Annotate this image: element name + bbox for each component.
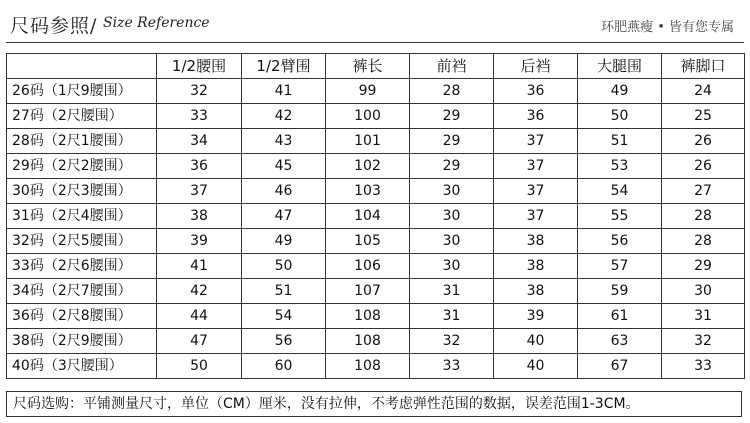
leg-opening-cell: 33 [662,354,745,379]
thigh-cell: 55 [578,204,662,229]
size-cell: 31码（2尺4腰围） [7,204,157,229]
front-rise-cell: 31 [410,279,494,304]
size-cell: 29码（2尺2腰围） [7,154,157,179]
table-row [7,154,745,179]
leg-opening-cell: 31 [662,304,745,329]
front-rise-cell: 29 [410,104,494,129]
size-table [6,53,745,379]
table-row [7,304,745,329]
size-cell: 32码（2尺5腰围） [7,229,157,254]
table-row [7,79,745,104]
header-cell-pants-length: 裤长 [326,54,410,79]
header-cell-half-waist: 1/2腰围 [157,54,242,79]
thigh-cell: 56 [578,229,662,254]
back-rise-cell: 38 [494,229,578,254]
pants-length-cell: 108 [326,304,410,329]
front-rise-cell: 33 [410,354,494,379]
leg-opening-cell: 24 [662,79,745,104]
thigh-cell: 61 [578,304,662,329]
front-rise-cell: 30 [410,204,494,229]
table-body [7,79,745,379]
pants-length-cell: 102 [326,154,410,179]
title-chinese: 尺码参照 [10,15,91,37]
table-row [7,279,745,304]
pants-length-cell: 104 [326,204,410,229]
pants-length-cell: 108 [326,329,410,354]
half-arm-cell: 46 [242,179,326,204]
size-cell: 36码（2尺8腰围） [7,304,157,329]
table-row [7,354,745,379]
header-divider [6,42,744,43]
pants-length-cell: 99 [326,79,410,104]
leg-opening-cell: 26 [662,154,745,179]
thigh-cell: 49 [578,79,662,104]
half-waist-cell: 50 [157,354,242,379]
half-waist-cell: 32 [157,79,242,104]
table-row [7,229,745,254]
thigh-cell: 67 [578,354,662,379]
thigh-cell: 51 [578,129,662,154]
header-cell-back-rise: 后裆 [494,54,578,79]
size-cell: 28码（2尺1腰围） [7,129,157,154]
thigh-cell: 57 [578,254,662,279]
back-rise-cell: 37 [494,154,578,179]
back-rise-cell: 40 [494,329,578,354]
half-arm-cell: 45 [242,154,326,179]
thigh-cell: 54 [578,179,662,204]
thigh-cell: 59 [578,279,662,304]
half-arm-cell: 54 [242,304,326,329]
half-waist-cell: 42 [157,279,242,304]
pants-length-cell: 108 [326,354,410,379]
table-row [7,254,745,279]
back-rise-cell: 37 [494,179,578,204]
size-cell: 30码（2尺3腰围） [7,179,157,204]
header-cell-front-rise: 前裆 [410,54,494,79]
half-waist-cell: 37 [157,179,242,204]
half-arm-cell: 60 [242,354,326,379]
brand-slogan: 环肥燕瘦 • 皆有您专属 [601,20,734,35]
back-rise-cell: 39 [494,304,578,329]
half-arm-cell: 51 [242,279,326,304]
size-cell: 34码（2尺7腰围） [7,279,157,304]
back-rise-cell: 38 [494,254,578,279]
front-rise-cell: 29 [410,154,494,179]
header-cell-size [7,54,157,79]
half-arm-cell: 42 [242,104,326,129]
table-row [7,329,745,354]
size-cell: 26码（1尺9腰围） [7,79,157,104]
front-rise-cell: 30 [410,179,494,204]
half-arm-cell: 50 [242,254,326,279]
leg-opening-cell: 28 [662,229,745,254]
size-cell: 38码（2尺9腰围） [7,329,157,354]
half-waist-cell: 34 [157,129,242,154]
half-arm-cell: 43 [242,129,326,154]
size-cell: 40码（3尺腰围） [7,354,157,379]
leg-opening-cell: 30 [662,279,745,304]
pants-length-cell: 107 [326,279,410,304]
header-cell-leg-opening: 裤脚口 [662,54,745,79]
pants-length-cell: 101 [326,129,410,154]
leg-opening-cell: 29 [662,254,745,279]
back-rise-cell: 38 [494,279,578,304]
front-rise-cell: 29 [410,129,494,154]
table-row [7,204,745,229]
title-separator: / [90,15,98,37]
table-row [7,179,745,204]
header-cell-half-arm: 1/2臂围 [242,54,326,79]
front-rise-cell: 30 [410,229,494,254]
front-rise-cell: 31 [410,304,494,329]
half-waist-cell: 33 [157,104,242,129]
pants-length-cell: 100 [326,104,410,129]
front-rise-cell: 32 [410,329,494,354]
pants-length-cell: 103 [326,179,410,204]
pants-length-cell: 106 [326,254,410,279]
half-waist-cell: 47 [157,329,242,354]
half-waist-cell: 36 [157,154,242,179]
thigh-cell: 53 [578,154,662,179]
table-row [7,104,745,129]
back-rise-cell: 37 [494,129,578,154]
size-cell: 33码（2尺6腰围） [7,254,157,279]
half-arm-cell: 41 [242,79,326,104]
half-arm-cell: 49 [242,229,326,254]
half-waist-cell: 44 [157,304,242,329]
back-rise-cell: 37 [494,204,578,229]
front-rise-cell: 30 [410,254,494,279]
table-row [7,129,745,154]
half-waist-cell: 41 [157,254,242,279]
header-cell-thigh: 大腿围 [578,54,662,79]
title-english: Size Reference [103,15,210,31]
half-arm-cell: 47 [242,204,326,229]
page-title [10,11,97,38]
front-rise-cell: 28 [410,79,494,104]
half-waist-cell: 39 [157,229,242,254]
leg-opening-cell: 28 [662,204,745,229]
pants-length-cell: 105 [326,229,410,254]
size-cell: 27码（2尺腰围） [7,104,157,129]
back-rise-cell: 40 [494,354,578,379]
leg-opening-cell: 25 [662,104,745,129]
table-header-row [7,54,745,79]
half-waist-cell: 38 [157,204,242,229]
leg-opening-cell: 32 [662,329,745,354]
leg-opening-cell: 27 [662,179,745,204]
thigh-cell: 63 [578,329,662,354]
leg-opening-cell: 26 [662,129,745,154]
back-rise-cell: 36 [494,79,578,104]
half-arm-cell: 56 [242,329,326,354]
back-rise-cell: 36 [494,104,578,129]
size-note: 尺码选购：平铺测量尺寸，单位（CM）厘米，没有拉伸，不考虑弹性范围的数据，误差范围1-3CM。 [6,391,742,417]
page-header [0,0,750,50]
thigh-cell: 50 [578,104,662,129]
